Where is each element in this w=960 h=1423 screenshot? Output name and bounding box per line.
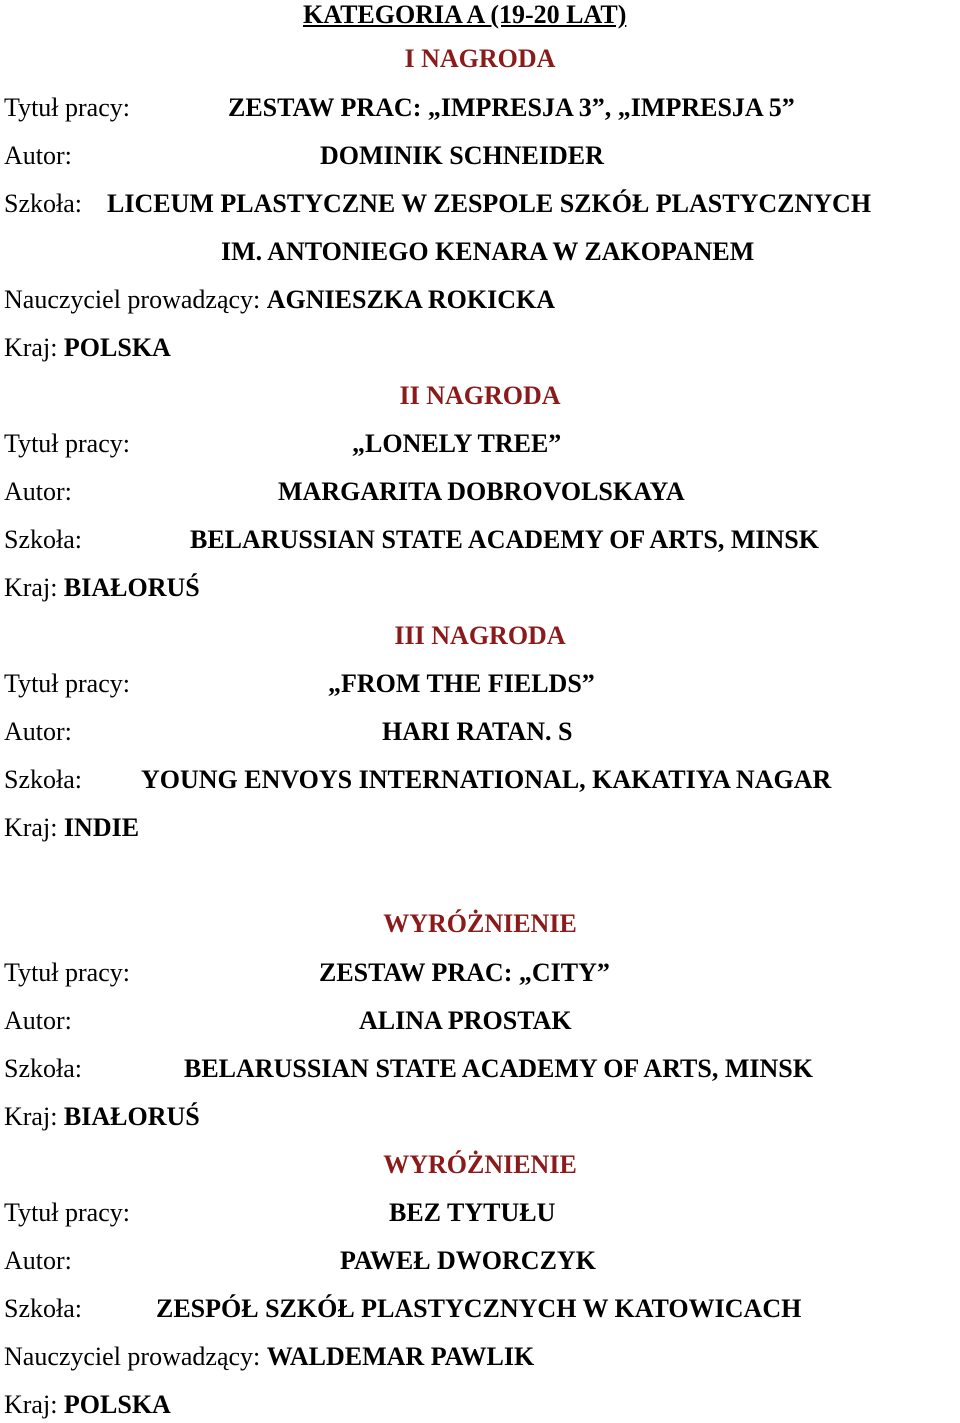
prize-3-author: HARI RATAN. S <box>382 717 573 746</box>
distinction-1-heading: WYRÓŻNIENIE <box>383 909 577 938</box>
author-label: Autor: <box>4 1006 72 1035</box>
distinction-1-country-row <box>4 1102 200 1132</box>
distinction-2-country: POLSKA <box>63 1390 171 1419</box>
distinction-2-heading: WYRÓŻNIENIE <box>383 1150 577 1179</box>
distinction-1-country: BIAŁORUŚ <box>63 1102 200 1131</box>
prize-2-work: „LONELY TREE” <box>352 429 562 458</box>
prize-3-country-row <box>4 813 139 843</box>
prize-1-teacher-row <box>4 285 555 315</box>
country-label: Kraj: <box>4 333 58 362</box>
country-label: Kraj: <box>4 813 58 842</box>
school-label: Szkoła: <box>4 1294 82 1323</box>
country-label: Kraj: <box>4 1102 58 1131</box>
prize-1-work: ZESTAW PRAC: „IMPRESJA 3”, „IMPRESJA 5” <box>228 93 795 122</box>
distinction-2-school: ZESPÓŁ SZKÓŁ PLASTYCZNYCH W KATOWICACH <box>156 1294 802 1323</box>
teacher-label: Nauczyciel prowadzący: <box>4 1342 261 1371</box>
author-label: Autor: <box>4 1246 72 1275</box>
title-of-work-label: Tytuł pracy: <box>4 1198 130 1227</box>
school-label: Szkoła: <box>4 189 82 218</box>
title-of-work-label: Tytuł pracy: <box>4 429 130 458</box>
prize-1-author: DOMINIK SCHNEIDER <box>320 141 604 170</box>
prize-1-heading: I NAGRODA <box>404 44 556 73</box>
prize-2-school: BELARUSSIAN STATE ACADEMY OF ARTS, MINSK <box>190 525 819 554</box>
prize-2-heading: II NAGRODA <box>399 381 561 410</box>
author-label: Autor: <box>4 141 72 170</box>
country-label: Kraj: <box>4 1390 58 1419</box>
title-of-work-label: Tytuł pracy: <box>4 93 130 122</box>
prize-1-country: POLSKA <box>63 333 171 362</box>
title-of-work-label: Tytuł pracy: <box>4 669 130 698</box>
school-label: Szkoła: <box>4 765 82 794</box>
prize-3-heading: III NAGRODA <box>394 621 566 650</box>
prize-1-school-line2: IM. ANTONIEGO KENARA W ZAKOPANEM <box>221 237 755 266</box>
distinction-2-teacher: WALDEMAR PAWLIK <box>266 1342 535 1371</box>
distinction-2-work: BEZ TYTUŁU <box>389 1198 556 1227</box>
prize-1-teacher: AGNIESZKA ROKICKA <box>266 285 555 314</box>
distinction-1-work: ZESTAW PRAC: „CITY” <box>319 958 610 987</box>
prize-2-author: MARGARITA DOBROVOLSKAYA <box>278 477 685 506</box>
title-of-work-label: Tytuł pracy: <box>4 958 130 987</box>
prize-3-school: YOUNG ENVOYS INTERNATIONAL, KAKATIYA NAGAR <box>141 765 832 794</box>
page-title: KATEGORIA A (19-20 LAT) <box>303 0 627 29</box>
distinction-2-country-row <box>4 1390 171 1420</box>
distinction-1-author: ALINA PROSTAK <box>359 1006 572 1035</box>
prize-2-country-row <box>4 573 200 603</box>
prize-2-country: BIAŁORUŚ <box>63 573 200 602</box>
author-label: Autor: <box>4 477 72 506</box>
prize-3-country: INDIE <box>63 813 140 842</box>
country-label: Kraj: <box>4 573 58 602</box>
distinction-2-author: PAWEŁ DWORCZYK <box>340 1246 596 1275</box>
distinction-2-teacher-row <box>4 1342 534 1372</box>
distinction-1-school: BELARUSSIAN STATE ACADEMY OF ARTS, MINSK <box>184 1054 813 1083</box>
prize-3-work: „FROM THE FIELDS” <box>328 669 595 698</box>
teacher-label: Nauczyciel prowadzący: <box>4 285 261 314</box>
school-label: Szkoła: <box>4 525 82 554</box>
prize-1-school-line1: LICEUM PLASTYCZNE W ZESPOLE SZKÓŁ PLASTYCZNYCH <box>107 189 872 218</box>
author-label: Autor: <box>4 717 72 746</box>
school-label: Szkoła: <box>4 1054 82 1083</box>
prize-1-country-row <box>4 333 171 363</box>
